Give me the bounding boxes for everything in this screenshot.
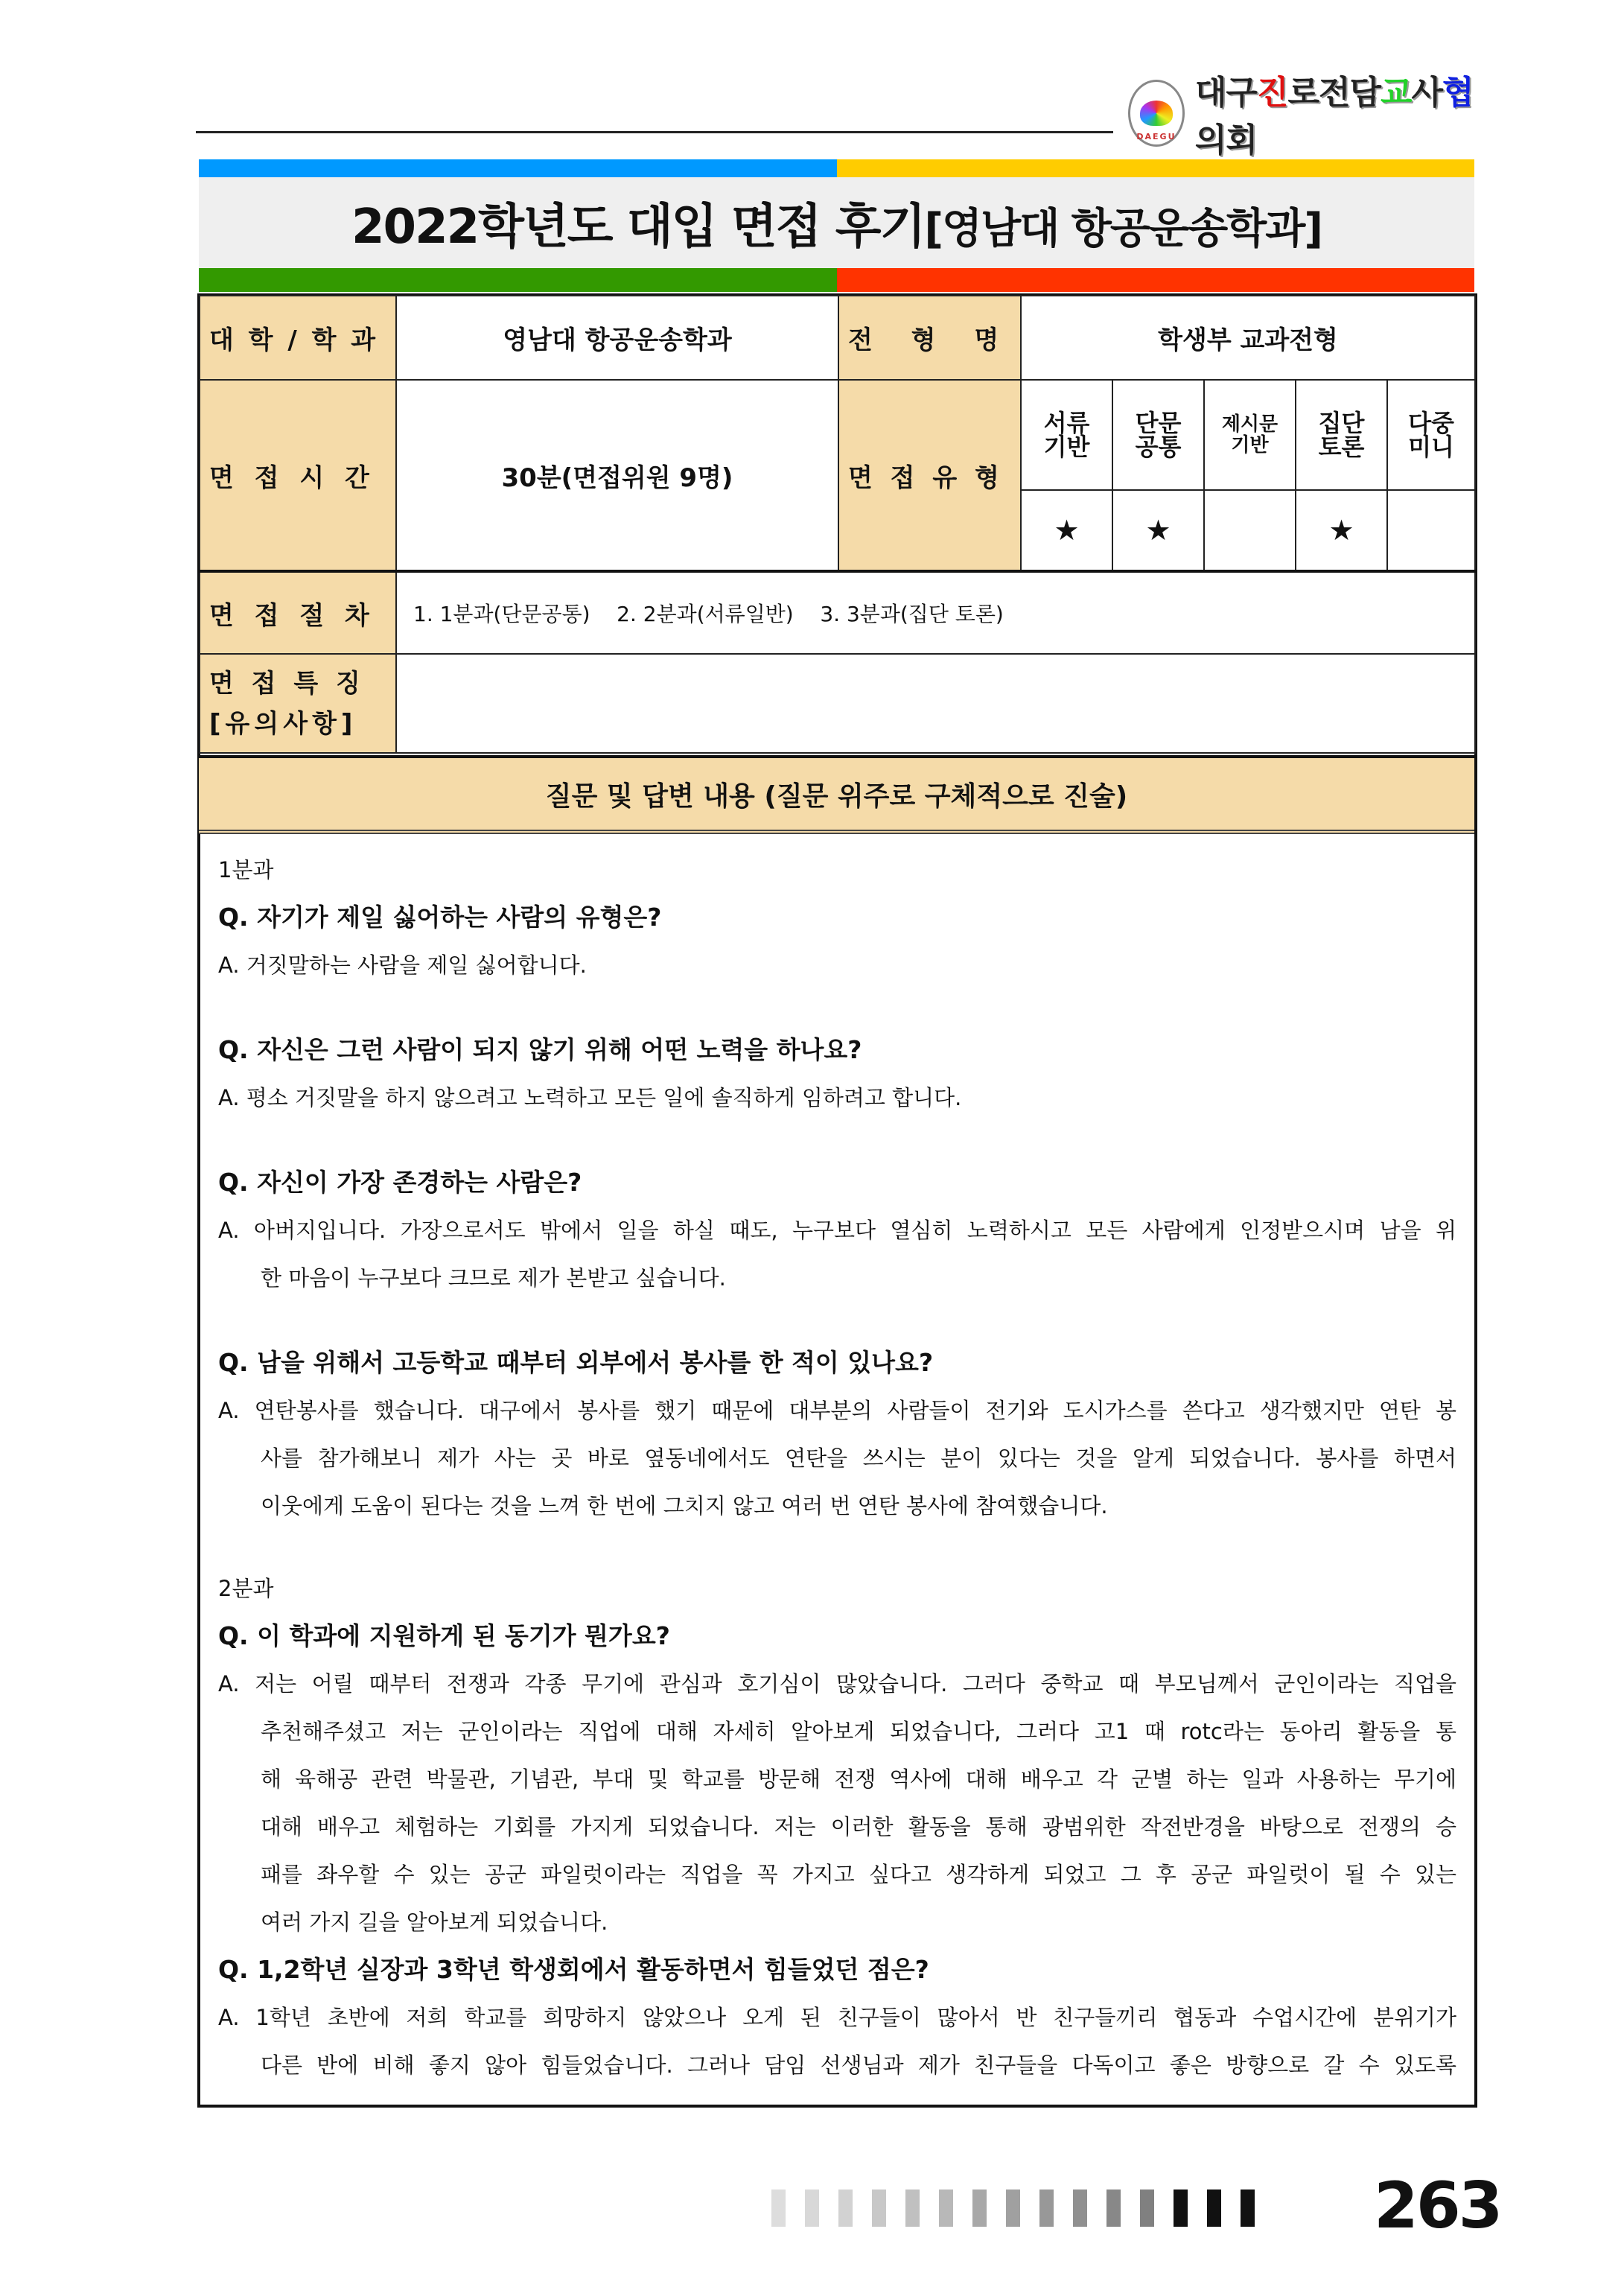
features-label bbox=[200, 654, 396, 753]
format-passage bbox=[1204, 380, 1296, 490]
question: Q. 자기가 제일 싫어하는 사람의 유형은? bbox=[218, 903, 662, 932]
answer-line: 다른 반에 비해 좋지 않아 힘들었습니다. 그러나 담임 선생님과 제가 친구들을 다독이고 좋은 방향으로 갈 수 있도록 bbox=[261, 2052, 1456, 2078]
star-icon: ★ bbox=[1021, 490, 1112, 571]
seal-logo-icon: DAEGU bbox=[1128, 80, 1185, 147]
format-text: 서류 bbox=[1043, 409, 1090, 437]
format-text: 공통 bbox=[1135, 433, 1182, 461]
format-short-common bbox=[1112, 380, 1204, 490]
format-group-discussion bbox=[1296, 380, 1387, 490]
format-label: 면 접 유 형 bbox=[838, 380, 1021, 571]
answer-line: A. 연탄봉사를 했습니다. 대구에서 봉사를 했기 때문에 대부분의 사람들이 전기와 도시가스를 쓴다고 생각했지만 연탄 봉 bbox=[218, 1398, 1456, 1423]
format-text: 집단 bbox=[1318, 409, 1365, 437]
answer-line: A. 거짓말하는 사람을 제일 싫어합니다. bbox=[218, 953, 587, 978]
org-name-part: 교 bbox=[1380, 74, 1412, 112]
interview-info-table bbox=[199, 295, 1476, 754]
header-rule bbox=[196, 131, 1113, 133]
answer-line: 패를 좌우할 수 있는 공군 파일럿이라는 직업을 꼭 가지고 싶다고 생각하게 되었고 그 후 공군 파일럿이 될 수 있는 bbox=[261, 1862, 1456, 1887]
format-mark-empty bbox=[1387, 490, 1475, 571]
format-text: 다중 bbox=[1408, 409, 1454, 437]
question: Q. 1,2학년 실장과 3학년 학생회에서 활동하면서 힘들었던 점은? bbox=[218, 1955, 929, 1984]
features-value bbox=[396, 654, 1475, 753]
time-value: 30분(면접위원 9명) bbox=[396, 380, 838, 571]
question: Q. 남을 위해서 고등학교 때부터 외부에서 봉사를 한 적이 있나요? bbox=[218, 1348, 934, 1377]
org-name-part: 진 bbox=[1256, 74, 1288, 112]
admission-type-value: 학생부 교과전형 bbox=[1021, 296, 1475, 380]
format-text: 기반 bbox=[1043, 433, 1090, 461]
org-name-part: 협 bbox=[1442, 74, 1474, 112]
star-icon: ★ bbox=[1296, 490, 1387, 571]
color-bar-green bbox=[199, 268, 837, 292]
univ-value: 영남대 항공운송학과 bbox=[396, 296, 838, 380]
org-name-part: 대구 bbox=[1194, 74, 1257, 112]
color-bar-yellow bbox=[837, 159, 1474, 177]
organization-name bbox=[1195, 66, 1478, 161]
question: Q. 자신은 그런 사람이 되지 않기 위해 어떤 노력을 하나요? bbox=[218, 1035, 862, 1064]
procedure-value: 1. 1분과(단문공통) 2. 2분과(서류일반) 3. 3분과(집단 토론) bbox=[396, 571, 1475, 654]
format-mmi bbox=[1387, 380, 1475, 490]
color-bar-blue bbox=[199, 159, 837, 177]
features-label-line: 면 접 특 징 bbox=[209, 668, 365, 699]
answer-line: A. 1학년 초반에 저희 학교를 희망하지 않았으나 오게 된 친구들이 많아서 반 친구들끼리 협동과 수업시간에 분위기가 bbox=[218, 2005, 1456, 2030]
answer-line: 대해 배우고 체험하는 기회를 가지게 되었습니다. 저는 이러한 활동을 통해 광범위한 작전반경을 바탕으로 전쟁의 승 bbox=[261, 1814, 1456, 1839]
org-name-part: 사 bbox=[1411, 74, 1442, 112]
answer-line: A. 저는 어릴 때부터 전쟁과 각종 무기에 관심과 호기심이 많았습니다. 그러다 중학교 때 부모님께서 군인이라는 직업을 bbox=[218, 1671, 1456, 1696]
format-document bbox=[1021, 380, 1112, 490]
question: Q. 이 학과에 지원하게 된 동기가 뭔가요? bbox=[218, 1621, 670, 1650]
answer-line: 한 마음이 누구보다 크므로 제가 본받고 싶습니다. bbox=[261, 1265, 726, 1291]
page-number: 263 bbox=[1374, 2169, 1501, 2243]
admission-type-label: 전 형 명 bbox=[838, 296, 1021, 380]
answer-line: 추천해주셨고 저는 군인이라는 직업에 대해 자세히 알아보게 되었습니다, 그러다 고1 때 rotc라는 동아리 활동을 통 bbox=[261, 1719, 1456, 1744]
procedure-label: 면 접 절 차 bbox=[200, 571, 396, 654]
page-title bbox=[351, 188, 1322, 257]
format-text: 미니 bbox=[1408, 433, 1454, 461]
answer-line: A. 아버지입니다. 가장으로서도 밖에서 일을 하실 때도, 누구보다 열심히 노력하시고 모든 사람에게 인정받으시며 남을 위 bbox=[218, 1218, 1456, 1243]
format-text: 단문 bbox=[1135, 409, 1182, 437]
features-label-line: [유의사항] bbox=[209, 708, 357, 739]
color-bar-red bbox=[837, 268, 1474, 292]
answer-line: 사를 참가해보니 제가 사는 곳 바로 옆동네에서도 연탄을 쓰시는 분이 있다는 것을 알게 되었습니다. 봉사를 하면서 bbox=[261, 1446, 1456, 1471]
answer-line: 이웃에게 도움이 된다는 것을 느껴 한 번에 그치지 않고 여러 번 연탄 봉사에 참여했습니다. bbox=[261, 1493, 1108, 1519]
footer-gradient-bars bbox=[771, 2190, 1255, 2227]
format-mark-empty bbox=[1204, 490, 1296, 571]
format-text: 제시문 bbox=[1221, 413, 1278, 436]
time-label: 면 접 시 간 bbox=[200, 380, 396, 571]
star-icon: ★ bbox=[1112, 490, 1204, 571]
format-text: 기반 bbox=[1231, 434, 1269, 457]
title-band bbox=[199, 177, 1474, 268]
answer-line: A. 평소 거짓말을 하지 않으려고 노력하고 모든 일에 솔직하게 임하려고 합니다. bbox=[218, 1085, 962, 1110]
title-sub: [영남대 항공운송학과] bbox=[924, 205, 1322, 253]
organization-logo bbox=[1128, 74, 1478, 159]
answer-line: 여러 가지 길을 알아보게 되었습니다. bbox=[261, 1909, 608, 1935]
qa-section-header: 질문 및 답변 내용 (질문 위주로 구체적으로 진술) bbox=[199, 755, 1474, 834]
univ-label: 대 학 / 학 과 bbox=[200, 296, 396, 380]
qa-content bbox=[218, 846, 1456, 2089]
format-text: 토론 bbox=[1318, 433, 1365, 461]
org-name-part: 로전담 bbox=[1287, 74, 1381, 112]
answer-line: 해 육해공 관련 박물관, 기념관, 부대 및 학교를 방문해 전쟁 역사에 대해 배우고 각 군별 하는 일과 사용하는 무기에 bbox=[261, 1766, 1456, 1792]
section-label: 1분과 bbox=[218, 857, 274, 883]
org-name-part: 의회 bbox=[1194, 121, 1257, 159]
question: Q. 자신이 가장 존경하는 사람은? bbox=[218, 1168, 582, 1197]
title-main: 2022학년도 대입 면접 후기 bbox=[351, 200, 925, 255]
section-label: 2분과 bbox=[218, 1576, 274, 1601]
